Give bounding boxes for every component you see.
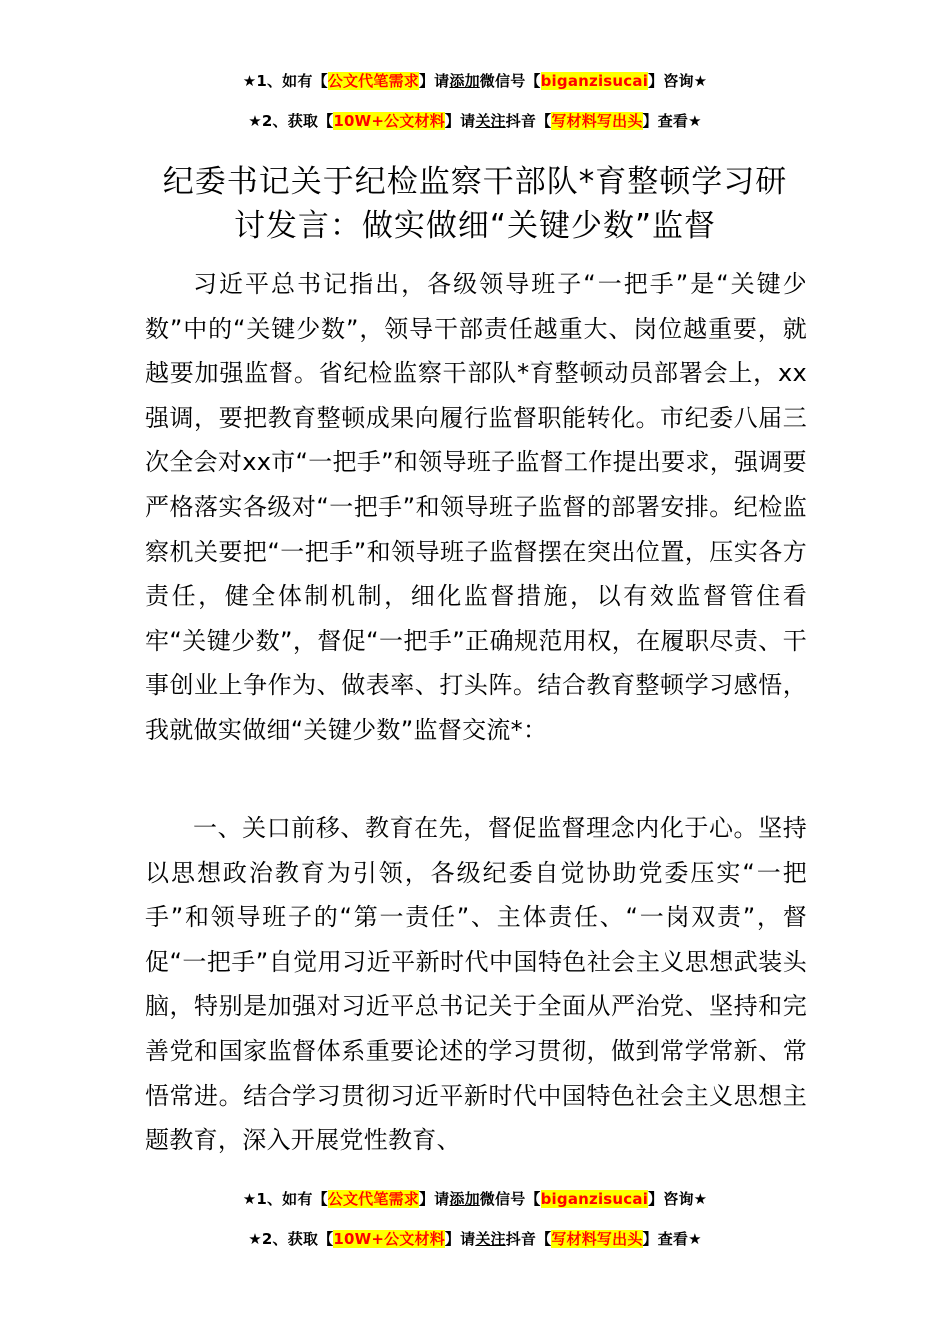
footer-promo-line-1 [0,1188,950,1209]
promo-text: 】请 [418,1190,450,1208]
promo-highlight-wechat-id: biganzisucai [540,72,649,90]
promo-highlight: 10W+公文材料 [333,1230,445,1248]
promo-text: 】请 [444,1230,476,1248]
promo-underline: 添加 [449,1190,480,1208]
promo-text: ★2、获取【 [248,112,334,130]
promo-underline: 关注 [475,1230,506,1248]
promo-underline: 添加 [449,72,480,90]
promo-highlight-wechat-id: biganzisucai [540,1190,649,1208]
promo-highlight: 公文代笔需求 [327,1190,419,1208]
document-title-line-2: 讨发言：做实做细“关键少数”监督 [233,208,717,244]
promo-highlight-douyin: 写材料写出头 [551,112,643,130]
promo-text: ★2、获取【 [248,1230,334,1248]
promo-text: 】请 [418,72,450,90]
body-paragraph-1: 习近平总书记指出，各级领导班子“一把手”是“关键少数”中的“关键少数”，领导干部责任越重大、岗位越重要，就越要加强监督。省纪检监察干部队*育整顿动员部署会上，xx强调，要把教育整顿成果向履行监督职能转化。市纪委八届三次全会对xx市“一把手”和领导班子监督工作提出要求，强调要严格落实各级对“一把手”和领导班子监督的部署安排。纪检监察机关要把“一把手”和领导班子监督摆在突出位置，压实各方责任，健全体制机制，细化监督措施，以有效监督管住看牢“关键少数”，督促“一把手”正确规范用权，在履职尽责、干事创业上争作为、做表率、打头阵。结合教育整顿学习感悟，我就做实做细“关键少数”监督交流*： [145,270,807,744]
promo-highlight: 10W+公文材料 [333,112,445,130]
promo-underline: 关注 [475,112,506,130]
promo-text: ★1、如有【 [242,1190,328,1208]
promo-text: 抖音【 [505,1230,552,1248]
promo-highlight-douyin: 写材料写出头 [551,1230,643,1248]
header-promo-line-1 [0,70,950,91]
promo-text: 微信号【 [479,72,541,90]
promo-text: 】咨询★ [648,1190,708,1208]
promo-text: 】查看★ [642,112,702,130]
promo-text: ★1、如有【 [242,72,328,90]
footer-promo-line-2 [0,1228,950,1249]
promo-text: 】请 [444,112,476,130]
body-paragraph-2: 一、关口前移、教育在先，督促监督理念内化于心。坚持以思想政治教育为引领，各级纪委自觉协助党委压实“一把手”和领导班子的“第一责任”、主体责任、“一岗双责”，督促“一把手”自觉用习近平新时代中国特色社会主义思想武装头脑，特别是加强对习近平总书记关于全面从严治党、坚持和完善党和国家监督体系重要论述的学习贯彻，做到常学常新、常悟常进。结合学习贯彻习近平新时代中国特色社会主义思想主题教育，深入开展党性教育、 [145,814,807,1155]
header-promo-line-2 [0,110,950,131]
promo-text: 】咨询★ [648,72,708,90]
promo-text: 抖音【 [505,112,552,130]
document-title-line-1: 纪委书记关于纪检监察干部队*育整顿学习研 [162,164,788,200]
promo-text: 微信号【 [479,1190,541,1208]
promo-text: 】查看★ [642,1230,702,1248]
promo-highlight: 公文代笔需求 [327,72,419,90]
